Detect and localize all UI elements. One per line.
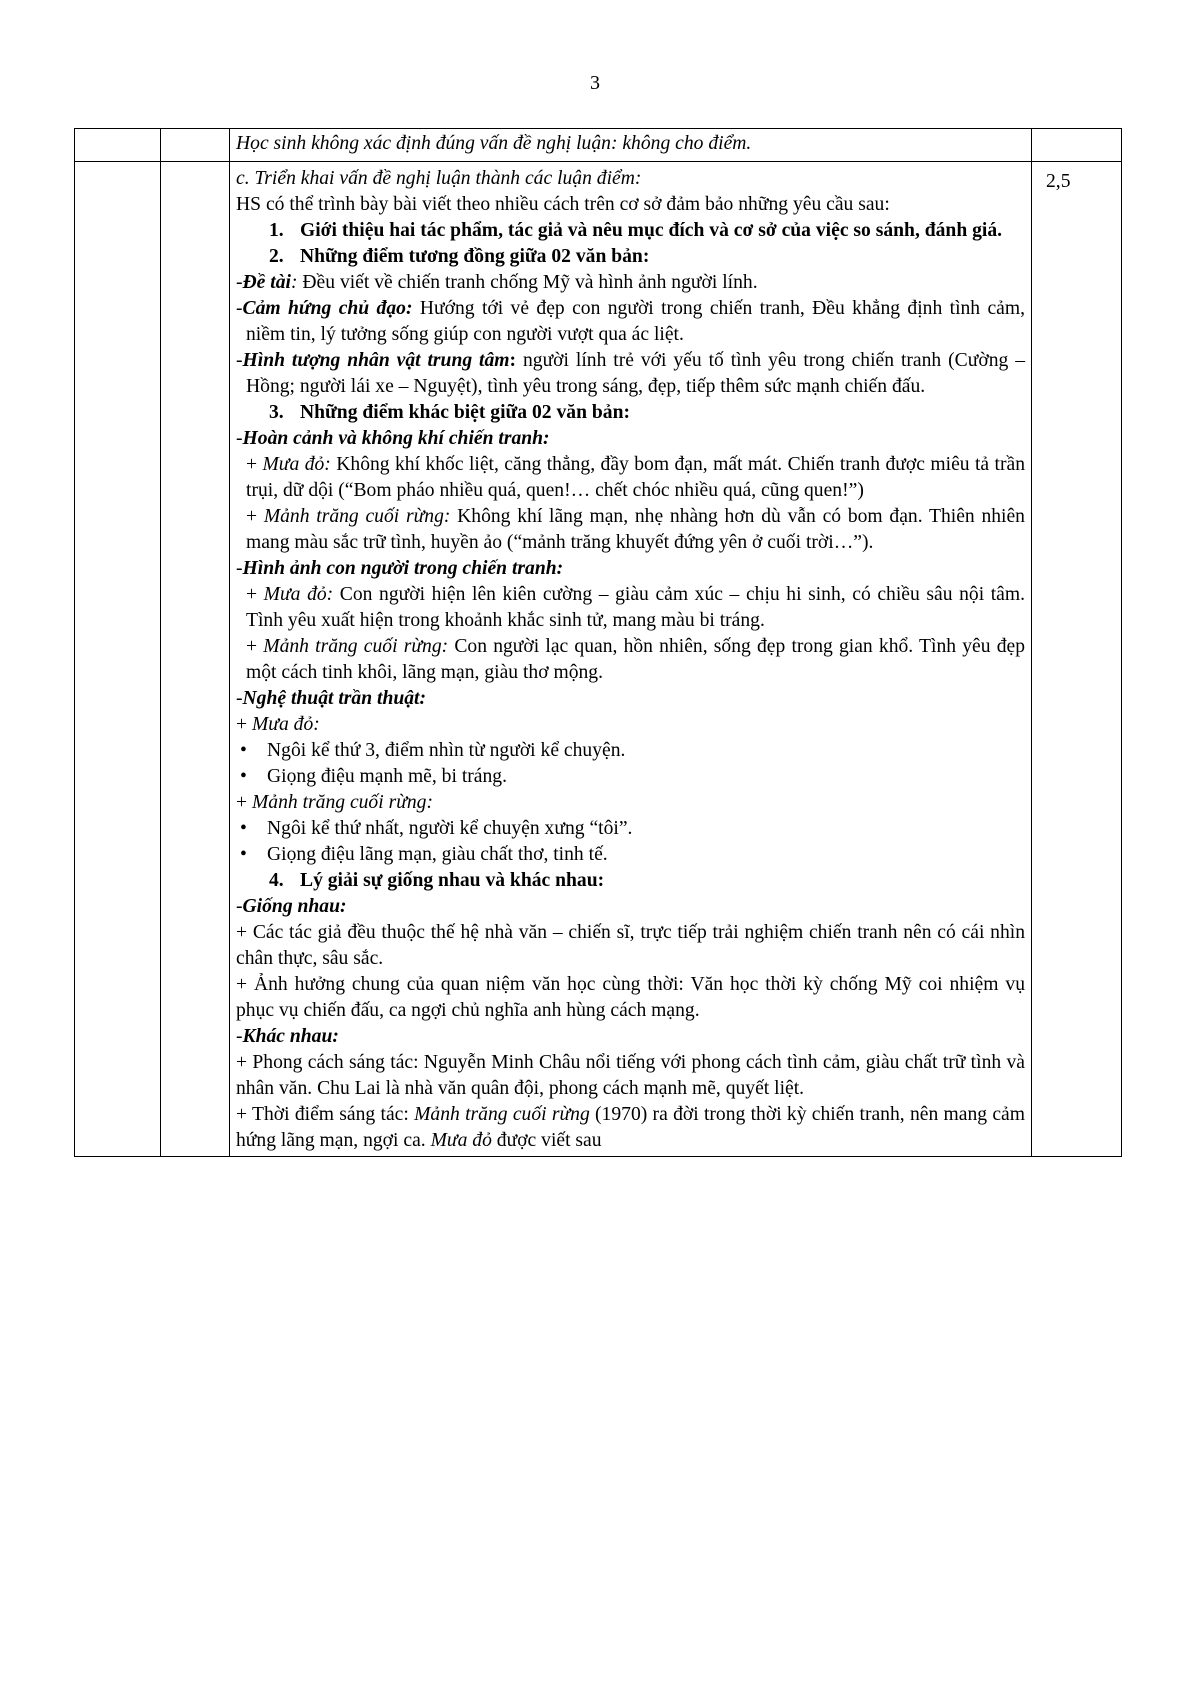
- work-label: + Mảnh trăng cuối rừng:: [236, 792, 434, 813]
- score-cell: [1032, 129, 1122, 162]
- section-title: Giới thiệu hai tác phẩm, tác giả và nêu mục đích và cơ sở của việc so sánh, đánh giá.: [300, 220, 1003, 241]
- explain-item: + Phong cách sáng tác: Nguyễn Minh Châu nổi tiếng với phong cách tình cảm, giàu chất trữ tình và nhân văn. Chu Lai là nhà văn quân đội, phong cách mạnh mẽ, quyết liệt.: [236, 1052, 1025, 1099]
- section-title: Lý giải sự giống nhau và khác nhau:: [300, 870, 605, 891]
- work-label: + Mưa đỏ:: [236, 714, 320, 735]
- diff-item: + Mảnh trăng cuối rừng: Con người lạc quan, hồn nhiên, sống đẹp trong gian khổ. Tình yêu đẹp một cách tinh khôi, lãng mạn, giàu thơ mộng.: [246, 636, 1025, 683]
- content-cell: [230, 162, 1032, 1157]
- diff-hoan-canh: -Hoàn cảnh và không khí chiến tranh:: [236, 428, 550, 449]
- no-score-note: Học sinh không xác định đúng vấn đề nghị luận: không cho điểm.: [236, 133, 752, 154]
- diff-hinh-anh: -Hình ảnh con người trong chiến tranh:: [236, 558, 564, 579]
- explain-giong-nhau: -Giống nhau:: [236, 896, 347, 917]
- diff-nghe-thuat: -Nghệ thuật trần thuật:: [236, 688, 427, 709]
- grading-table: [74, 128, 1122, 1157]
- point-cam-hung: -Cảm hứng chủ đạo: Hướng tới vẻ đẹp con người trong chiến tranh, Đều khẳng định tình cảm, niềm tin, lý tưởng sống giúp con người vượt qua ác liệt.: [236, 298, 1026, 345]
- bullet-item: • Ngôi kể thứ 3, điểm nhìn từ người kể chuyện.: [240, 740, 626, 761]
- point-de-tai: -Đề tài: Đều viết về chiến tranh chống Mỹ và hình ảnh người lính.: [236, 272, 758, 293]
- point-hinh-tuong: -Hình tượng nhân vật trung tâm: người lính trẻ với yếu tố tình yêu trong chiến tranh (Cường – Hồng; người lái xe – Nguyệt), tình yêu trong sáng, đẹp, tiếp thêm sức mạnh chiến đấu.: [236, 350, 1025, 397]
- explain-item: + Thời điểm sáng tác: Mảnh trăng cuối rừng (1970) ra đời trong thời kỳ chiến tranh, nên mang cảm hứng lãng mạn, ngợi ca. Mưa đỏ được viết sau: [236, 1104, 1025, 1151]
- score-cell: [1032, 162, 1122, 1157]
- bullet-item: • Giọng điệu mạnh mẽ, bi tráng.: [240, 766, 507, 787]
- explain-khac-nhau: -Khác nhau:: [236, 1026, 339, 1047]
- question-cell: [75, 129, 161, 162]
- score-value: [1032, 129, 1121, 136]
- score-value: 2,5: [1046, 171, 1071, 192]
- section-title: Những điểm tương đồng giữa 02 văn bản:: [300, 246, 650, 267]
- table-row: [75, 162, 1122, 1157]
- explain-item: + Các tác giả đều thuộc thế hệ nhà văn – chiến sĩ, trực tiếp trải nghiệm chiến tranh nên có cái nhìn chân thực, sâu sắc.: [236, 922, 1025, 969]
- question-cell: [75, 162, 161, 1157]
- table-row: [75, 129, 1122, 162]
- section-title: Những điểm khác biệt giữa 02 văn bản:: [300, 402, 630, 423]
- section-2: 2. Những điểm tương đồng giữa 02 văn bản:: [236, 244, 1025, 270]
- section-3: 3. Những điểm khác biệt giữa 02 văn bản:: [236, 400, 1025, 426]
- heading-c: c. Triển khai vấn đề nghị luận thành các luận điểm:: [236, 168, 642, 189]
- page-number: 3: [590, 72, 600, 94]
- section-1: 1. Giới thiệu hai tác phẩm, tác giả và nêu mục đích và cơ sở của việc so sánh, đánh giá.: [236, 218, 1025, 244]
- diff-item: + Mưa đỏ: Không khí khốc liệt, căng thẳng, đầy bom đạn, mất mát. Chiến tranh được miêu tả trần trụi, dữ dội (“Bom pháo nhiều quá, quen!… chết chóc nhiều quá, cũng quen!”): [246, 454, 1025, 501]
- part-cell: [161, 162, 230, 1157]
- section-4: 4. Lý giải sự giống nhau và khác nhau:: [236, 868, 1025, 894]
- bullet-item: • Ngôi kể thứ nhất, người kể chuyện xưng “tôi”.: [240, 818, 633, 839]
- diff-item: + Mưa đỏ: Con người hiện lên kiên cường – giàu cảm xúc – chịu hi sinh, có chiều sâu nội tâm. Tình yêu xuất hiện trong khoảnh khắc sinh tử, mang màu bi tráng.: [246, 584, 1026, 631]
- bullet-item: • Giọng điệu lãng mạn, giàu chất thơ, tinh tế.: [240, 844, 608, 865]
- explain-item: + Ảnh hưởng chung của quan niệm văn học cùng thời: Văn học thời kỳ chống Mỹ coi nhiệm vụ phục vụ chiến đấu, ca ngợi chủ nghĩa anh hùng cách mạng.: [236, 974, 1025, 1021]
- diff-item: + Mảnh trăng cuối rừng: Không khí lãng mạn, nhẹ nhàng hơn dù vẫn có bom đạn. Thiên nhiên mang màu sắc trữ tình, huyền ảo (“mảnh trăng khuyết đứng yên ở cuối trời…”).: [246, 506, 1025, 553]
- intro-text: HS có thể trình bày bài viết theo nhiều cách trên cơ sở đảm bảo những yêu cầu sau:: [236, 194, 890, 215]
- content-cell: [230, 129, 1032, 162]
- part-cell: [161, 129, 230, 162]
